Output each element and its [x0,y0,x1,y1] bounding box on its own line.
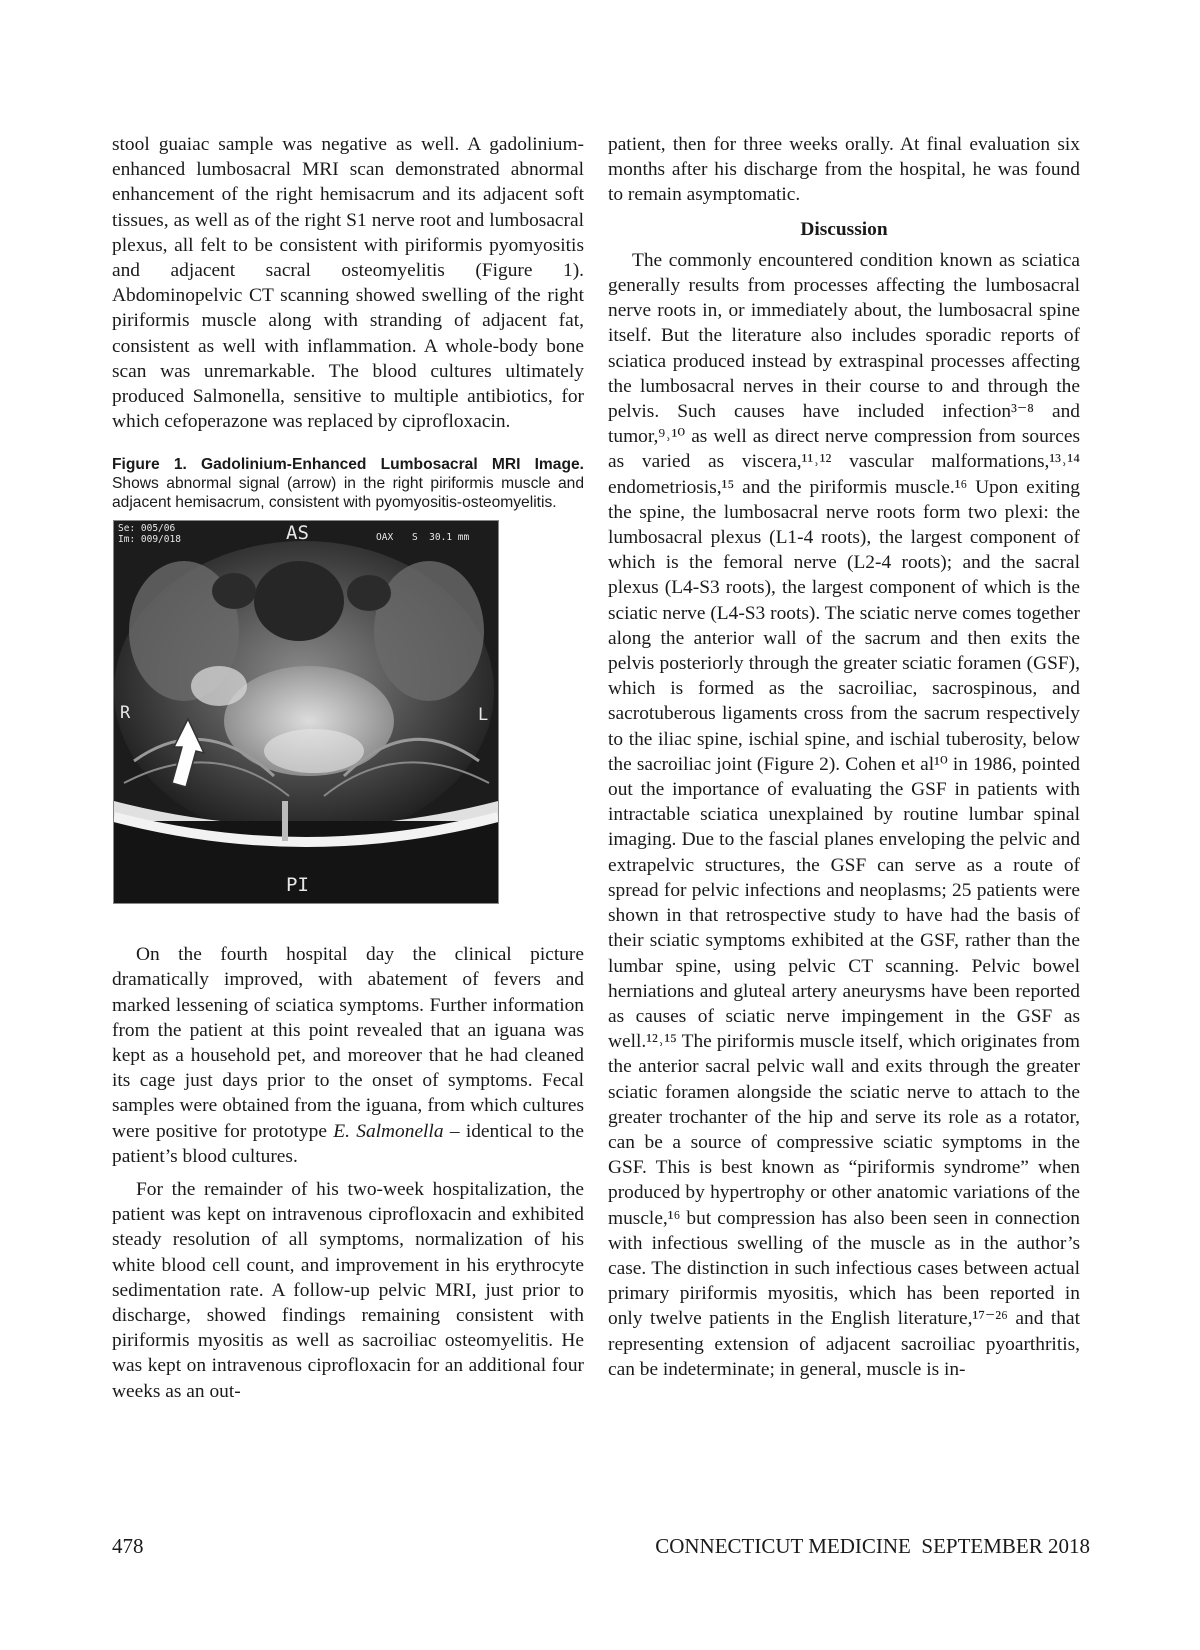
mri-orientation-label: OAX [376,532,394,544]
body-paragraph: The commonly encountered condition known as sciatica generally results from processes affecting the lumbosacral nerve roots in, or immediately about, the lumbosacral spine itself. But the literature also includes sporadic reports of sciatica produced instead by extraspinal processes affecting the lumbosacral nerves in their course to and through the pelvis. Such causes have included infection³⁻⁸ and tumor,⁹˒¹⁰ as well as direct nerve compression from sources as varied as viscera,¹¹˒¹² vascular malformations,¹³˒¹⁴ endometriosis,¹⁵ and the piriformis muscle.¹⁶ Upon exiting the spine, the lumbosacral nerve roots form two plexi: the lumbosacral plexus (L1-4 roots), the largest component of which is the femoral nerve (L2-4 roots); and the sacral plexus (L4-S3 roots), the largest component of which is the sciatic nerve (L4-S3 roots). The sciatic nerve comes together along the anterior wall of the sacrum and then exits the pelvis posteriorly through the greater sciatic foramen (GSF), which is formed as the sacroiliac, sacrospinous, and sacrotuberous ligaments cross from the sacrum respectively to the iliac spine, ischial spine, and ischial tuberosity, below the sacroiliac joint (Figure 2). Cohen et al¹⁰ in 1986, pointed out the importance of evaluating the GSF in patients with intractable sciatica unexplained by routine lumbar spinal imaging. Due to the fascial planes enveloping the pelvic and extrapelvic structures, the GSF can serve as a route of spread for pelvic infections and neoplasms; 25 patients were shown in that retrospective study to have had the basis of their sciatic symptoms exhibited at the GSF, rather than the lumbar spine, using pelvic CT scanning. Pelvic bowel herniations and gluteal artery aneurysms have been reported as causes of sciatic nerve impingement in the GSF as well.¹²˒¹⁵ The piriformis muscle itself, which originates from the anterior sacral pelvic wall and exits through the greater sciatic foramen alongside the sciatic nerve to attach to the greater trochanter of the hip and serve its role as a rotator, can be a source of compressive sciatic symptoms in the GSF. This is best known as “piriformis syndrome” when produced by hypertrophy or other anatomic variations of the muscle,¹⁶ but compression has also been seen in connection with infectious swelling of the muscle as in the author’s case. The distinction in such infectious cases between actual primary piriformis myositis, which has been reported in only twelve patients in the English literature,¹⁷⁻²⁶ and that representing extension of adjacent sacroiliac pyoarthritis, can be indeterminate; in general, muscle is in- [608,249,1080,1380]
section-heading: Discussion [800,218,888,240]
mri-slice-label: S 30.1 mm [412,532,470,544]
mri-left-label: L [478,705,489,726]
body-paragraph: patient, then for three weeks orally. At final evaluation six months after his discharge from the hospital, he was found to remain asymptomatic. [608,134,1080,206]
figure-caption-text: Shows abnormal signal (arrow) in the right piriformis muscle and adjacent hemisacrum, consistent with pyomyositis-osteomyelitis. [112,475,584,511]
journal-footer: CONNECTICUT MEDICINE SEPTEMBER 2018 [655,1534,1090,1558]
mri-image [114,521,498,903]
mri-figure [113,520,499,904]
body-paragraph: stool guaiac sample was negative as well. A gadolinium-enhanced lumbosacral MRI scan demonstrated abnormal enhancement of the right hemisacrum and its adjacent soft tissues, as well as of the right S1 nerve root and lumbosacral plexus, all felt to be consistent with piriformis pyomyositis and adjacent sacral osteomyelitis (Figure 1). Abdominopelvic CT scanning showed swelling of the right piriformis muscle along with stranding of adjacent fat, consistent as well with inflammation. A whole-body bone scan was unremarkable. The blood cultures ultimately produced Salmonella, sensitive to multiple antibiotics, for which cefoperazone was replaced by ciprofloxacin. [112,134,584,433]
page-number: 478 [112,1534,144,1558]
mri-image-label: Im: 009/018 [118,534,181,546]
mri-anterior-label: AS [286,522,309,545]
italic-term: E. Salmonella [333,1120,444,1142]
mri-right-label: R [120,703,131,724]
body-text: On the fourth hospital day the clinical picture dramatically improved, with abatement of fevers and marked lessening of sciatica symptoms. Further information from the patient at this point revealed that an iguana was kept as a household pet, and moreover that he had cleaned its cage just days prior to the onset of symptoms. Fecal samples were obtained from the iguana, from which cultures were positive for prototype [112,944,584,1142]
mri-posterior-label: PI [286,874,309,897]
body-paragraph [112,942,584,1169]
mri-series-label: Se: 005/06 [118,523,176,535]
figure-caption [112,456,584,512]
left-column [112,132,584,1404]
body-paragraph: For the remainder of his two-week hospitalization, the patient was kept on intravenous ciprofloxacin and exhibited steady resolution of all symptoms, normalization of his white blood cell count, and improvement in his erythrocyte sedimentation rate. A follow-up pelvic MRI, just prior to discharge, showed findings remaining consistent with piriformis myositis as well as sacroiliac osteomyelitis. He was kept on intravenous ciprofloxacin for an additional four weeks as an out- [112,1179,584,1402]
body-text: – identical to the patient’s blood cultures. [112,1120,585,1167]
right-column [608,132,1080,1382]
figure-caption-title: Figure 1. Gadolinium-Enhanced Lumbosacral MRI Image. [112,456,584,474]
